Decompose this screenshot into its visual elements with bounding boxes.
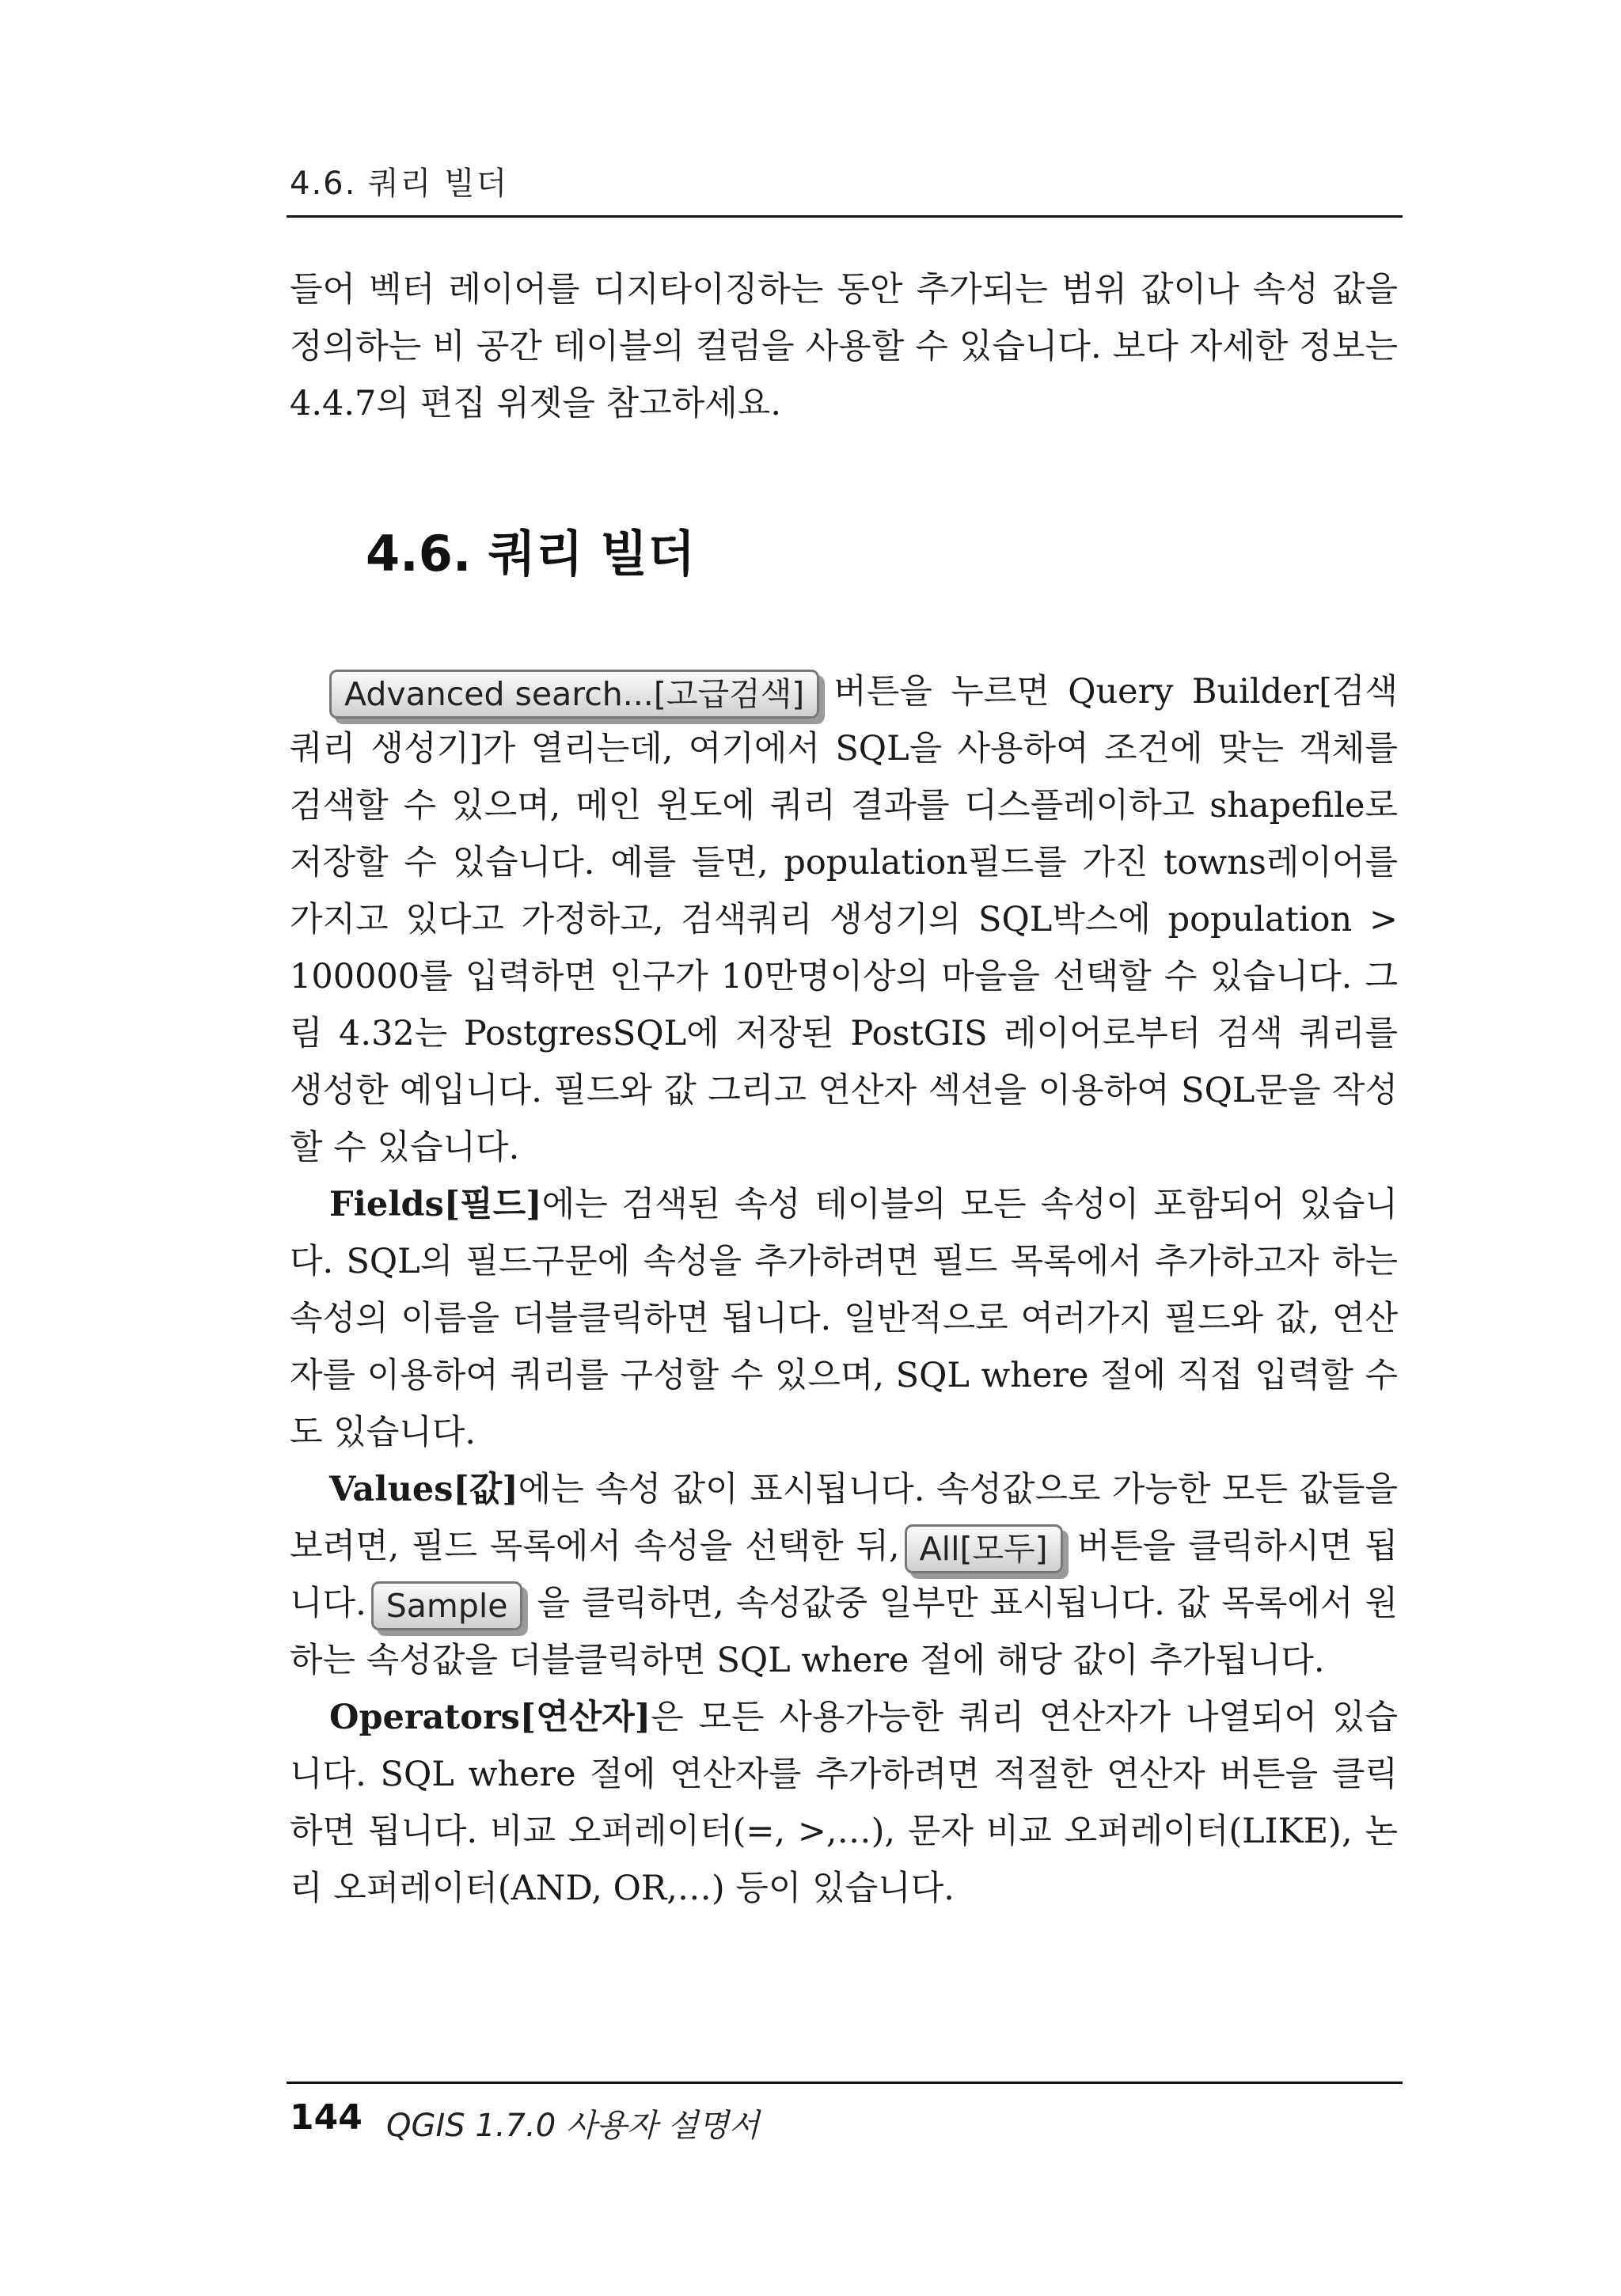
query-builder-text: 버튼을 누르면 Query Builder[검색쿼리 생성기]가 열리는데, 여기에서 SQL을 사용하여 조건에 맞는 객체를 검색할 수 있으며, 메인 윈도에 쿼리 결과를 디스플레이하고 shapefile로 저장할 수 있습니다. 예를 들면, population필드를 가진 towns레이어를 가지고 있다고 가정하고, 검색쿼리 생성기의 SQL박스에 population > 100000를 입력하면 인구가 10만명이상의 마을을 선택할 수 있습니다. 그림 4.32는 PostgresSQL에 저장된 PostGIS 레이어로부터 검색 쿼리를 생성한 예입니다. 필드와 값 그리고 연산자 섹션을 이용하여 SQL문을 작성할 수 있습니다. xyxy=(290,672,1398,1167)
values-term: Values[값] xyxy=(329,1470,518,1509)
query-builder-paragraph xyxy=(290,663,1398,1176)
sample-button[interactable]: Sample xyxy=(371,1581,523,1630)
values-text-b: 버튼을 클릭하시면 됩니다. xyxy=(290,1527,1398,1623)
section-body xyxy=(290,663,1398,1917)
intro-paragraph: 들어 벡터 레이어를 디지타이징하는 동안 추가되는 범위 값이나 속성 값을 정의하는 비 공간 테이블의 컬럼을 사용할 수 있습니다. 보다 자세한 정보는 4.4.7의 편집 위젯을 참고하세요. xyxy=(290,270,1398,423)
values-text-c: 을 클릭하면, 속성값중 일부만 표시됩니다. 값 목록에서 원하는 속성값을 더블클릭하면 SQL where 절에 해당 값이 추가됩니다. xyxy=(290,1584,1398,1680)
operators-text: 은 모든 사용가능한 쿼리 연산자가 나열되어 있습니다. SQL where 절에 연산자를 추가하려면 적절한 연산자 버튼을 클릭하면 됩니다. 비교 오퍼레이터(=, >,…), 문자 비교 오퍼레이터(LIKE), 논리 오퍼레이터(AND, OR,…) 등이 있습니다. xyxy=(290,1698,1398,1908)
operators-paragraph xyxy=(290,1689,1398,1917)
values-paragraph xyxy=(290,1461,1398,1689)
advanced-search-button[interactable]: Advanced search...[고급검색] xyxy=(329,670,819,719)
fields-paragraph xyxy=(290,1176,1398,1461)
values-text-a: 에는 속성 값이 표시됩니다. 속성값으로 가능한 모든 값들을 보려면, 필드 목록에서 속성을 선택한 뒤, xyxy=(290,1470,1398,1566)
footer-rule xyxy=(287,2082,1403,2084)
book-title: QGIS 1.7.0 사용자 설명서 xyxy=(386,2108,760,2144)
page-number: 144 xyxy=(290,2097,363,2138)
fields-term: Fields[필드] xyxy=(329,1185,542,1224)
header-rule xyxy=(287,215,1403,218)
all-button[interactable]: All[모두] xyxy=(905,1524,1063,1573)
section-title: 4.6. 쿼리 빌더 xyxy=(366,525,696,583)
operators-term: Operators[연산자] xyxy=(329,1698,651,1737)
running-header: 4.6. 쿼리 빌더 xyxy=(290,165,509,202)
fields-text: 에는 검색된 속성 테이블의 모든 속성이 포함되어 있습니다. SQL의 필드구문에 속성을 추가하려면 필드 목록에서 추가하고자 하는 속성의 이름을 더블클릭하면 됩니다. 일반적으로 여러가지 필드와 값, 연산자를 이용하여 쿼리를 구성할 수 있으며, SQL where 절에 직접 입력할 수도 있습니다. xyxy=(290,1185,1398,1452)
